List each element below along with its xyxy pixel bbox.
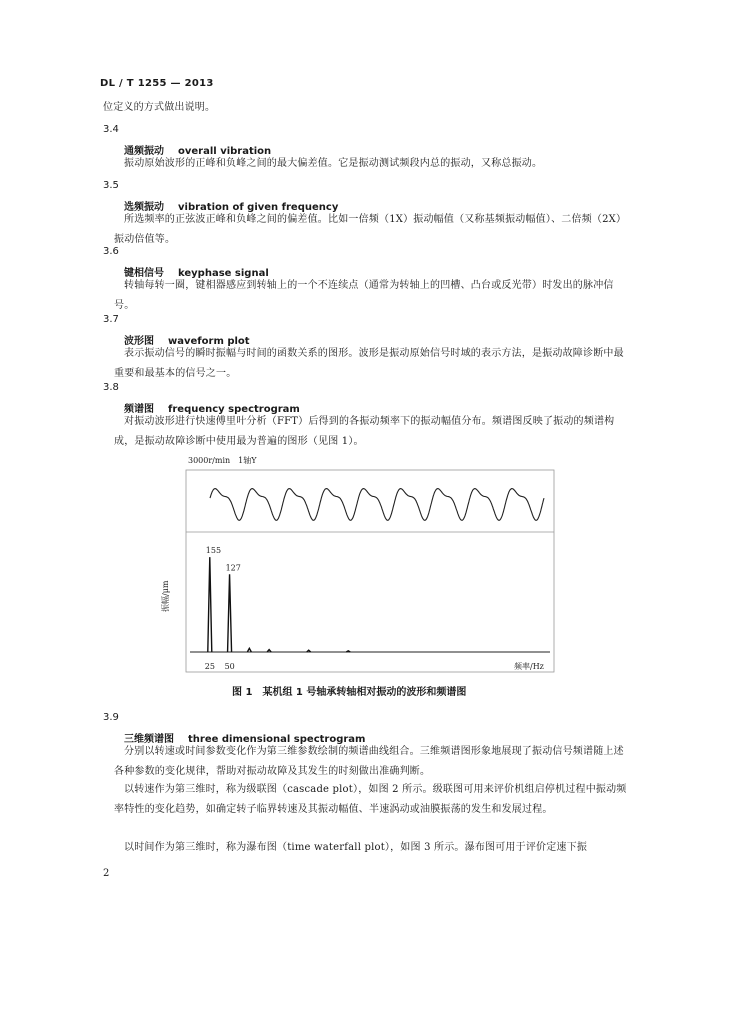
- term-cn: 频谱图: [124, 404, 154, 415]
- term-cn: 三维频谱图: [124, 734, 174, 745]
- x-axis-ticks: [205, 662, 235, 671]
- term-en: keyphase signal: [178, 268, 269, 279]
- waveform-line: [210, 489, 544, 521]
- definition-paragraph: 分别以转速或时间参数变化作为第三维参数绘制的频谱曲线组合。三维频谱图形象地展现了振动信号频谱随上述各种参数的变化规律，帮助对振动故障及其发生的时刻做出准确判断。: [114, 746, 624, 777]
- section-number: 3.7: [103, 314, 119, 325]
- data-label-25: 155: [205, 546, 222, 556]
- figure-caption: 图 1 某机组 1 号轴承转轴相对振动的波形和频谱图: [232, 687, 467, 698]
- spectrum-peak-75: [247, 648, 251, 652]
- term-cn: 键相信号: [124, 268, 164, 279]
- section-number: 3.8: [103, 382, 119, 393]
- spectrum-series: [190, 557, 550, 652]
- term-en: three dimensional spectrogram: [188, 734, 366, 745]
- section-number: 3.9: [103, 712, 119, 723]
- definition-paragraph: 转轴每转一圈，键相器感应到转轴上的一个不连续点（通常为转轴上的凹槽、凸台或反光带）时发出的脉冲信号。: [114, 280, 614, 311]
- definition-paragraph: 对振动波形进行快速傅里叶分析（FFT）后得到的各振动频率下的振动幅值分布。频谱图反映了振动的频谱构成，是振动故障诊断中使用最为普遍的图形（见图 1）。: [114, 416, 615, 447]
- x-tick-50: 50: [224, 662, 235, 671]
- document-header: DL / T 1255 — 2013: [100, 78, 214, 89]
- term-en: overall vibration: [178, 146, 272, 157]
- section-number: 3.5: [103, 180, 119, 191]
- definition-paragraph: 所选频率的正弦波正峰和负峰之间的偏差值。比如一倍频（1X）振动幅值（又称基频振动幅值）、二倍频（2X）振动倍值等。: [114, 214, 627, 245]
- definition-paragraph-2: 以转速作为第三维时，称为级联图（cascade plot），如图 2 所示。级联图可用来评价机组启停机过程中振动频率特性的变化趋势，如确定转子临界转速及其振动幅值、半速涡动或油膜振荡的发生和发展过程。: [114, 784, 627, 815]
- term-en: frequency spectrogram: [168, 404, 300, 415]
- term-en: waveform plot: [168, 336, 250, 347]
- term-cn: 波形图: [124, 336, 154, 347]
- page-number: 2: [103, 868, 110, 879]
- term-cn: 选频振动: [124, 202, 164, 213]
- data-label-50: 127: [225, 563, 241, 573]
- definition-paragraph: 表示振动信号的瞬时振幅与时间的函数关系的图形。波形是振动原始信号时域的表示方法，是振动故障诊断中最重要和最基本的信号之一。: [114, 348, 624, 379]
- spectrum-peak-50: [228, 574, 232, 652]
- spectrum-peak-25: [208, 557, 212, 652]
- x-axis-label: 频率/Hz: [514, 662, 544, 671]
- waveform-label: 3000r/min 1轴Y: [188, 456, 257, 465]
- definition-paragraph-3: 以时间作为第三维时，称为瀑布图（time waterfall plot），如图 3 所示。瀑布图可用于评价定速下振: [124, 842, 588, 853]
- chart-frame: [186, 470, 554, 672]
- figure-1: [160, 452, 580, 677]
- spectrum-labels: [206, 546, 241, 572]
- term-en: vibration of given frequency: [178, 202, 339, 213]
- intro-line: 位定义的方式做出说明。: [103, 102, 216, 113]
- section-number: 3.6: [103, 246, 119, 257]
- x-tick-25: 25: [204, 662, 215, 671]
- section-number: 3.4: [103, 124, 119, 135]
- term-cn: 通频振动: [124, 146, 164, 157]
- definition-paragraph: 振动原始波形的正峰和负峰之间的最大偏差值。它是振动测试频段内总的振动，又称总振动。: [124, 158, 543, 169]
- y-axis-label: 振幅/μm: [161, 580, 170, 612]
